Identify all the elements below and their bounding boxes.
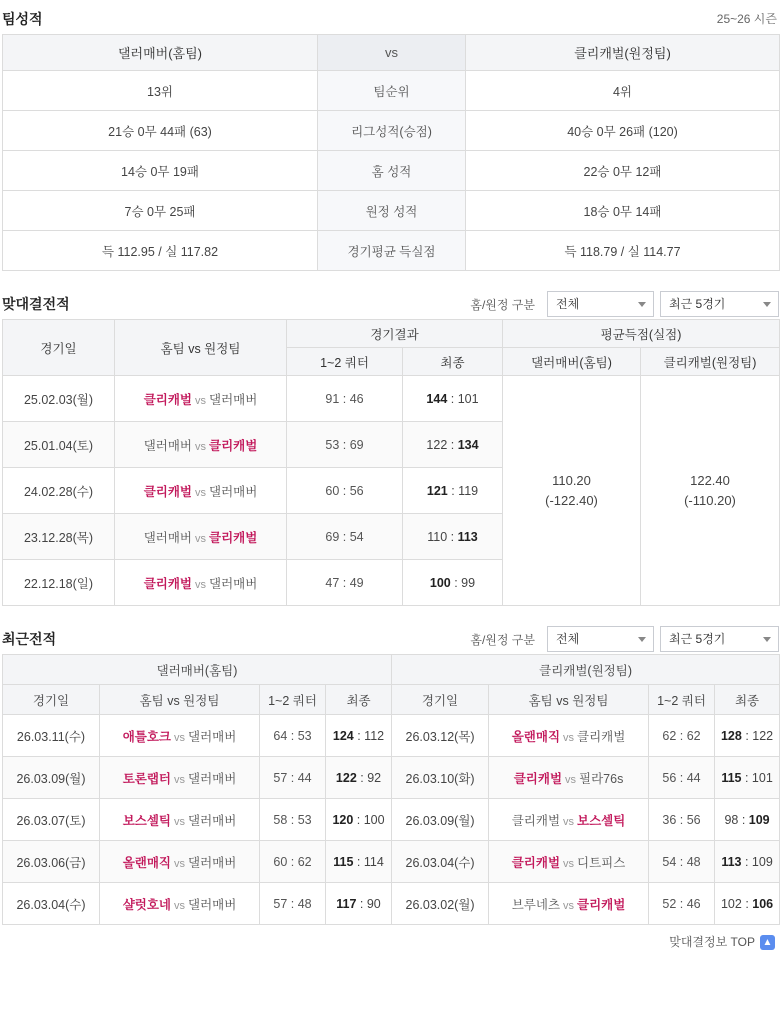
matchup-away-team: 보스셀틱 xyxy=(577,813,626,828)
vs-label: vs xyxy=(565,773,577,786)
recent-home-final-score xyxy=(326,883,392,925)
matchup-away-team: 댈러매버 xyxy=(188,771,237,786)
recent-away-date: 26.03.10(화) xyxy=(392,757,489,799)
vs-label: vs xyxy=(174,857,185,870)
recent-away-quarter-score: 54 : 48 xyxy=(649,841,715,883)
matchup-home-team: 클리캐벌 xyxy=(513,771,563,786)
recent-away-date: 26.03.12(목) xyxy=(392,715,489,757)
h2h-avg-away-value: 122.40 xyxy=(690,473,730,488)
footer xyxy=(2,925,779,959)
vs-label: vs xyxy=(563,857,575,870)
h2h-matchup xyxy=(115,560,287,606)
table-header-row xyxy=(3,35,780,71)
team-record-label: 원정 성적 xyxy=(318,191,466,231)
recent-scope-select[interactable] xyxy=(547,626,654,652)
recent-home-matchup xyxy=(100,883,260,925)
table-row xyxy=(3,376,780,422)
matchup-home-team: 올랜매직 xyxy=(122,855,171,870)
table-row xyxy=(3,151,780,191)
recent-away-quarter-score: 62 : 62 xyxy=(649,715,715,757)
recent-home-matchup xyxy=(100,841,260,883)
table-row xyxy=(3,757,780,799)
team-record-away-value: 4위 xyxy=(466,71,780,111)
vs-label: vs xyxy=(174,815,185,828)
vs-label: vs xyxy=(195,394,206,407)
h2h-matchup-header: 홈팀 vs 원정팀 xyxy=(115,320,287,376)
team-record-home-value: 13위 xyxy=(3,71,318,111)
recent-away-matchup xyxy=(489,799,649,841)
recent-home-date: 26.03.09(월) xyxy=(3,757,100,799)
team-record-away-value: 40승 0무 26패 (120) xyxy=(466,111,780,151)
recent-home-date: 26.03.06(금) xyxy=(3,841,100,883)
chevron-down-icon xyxy=(638,302,646,307)
h2h-filter-label: 홈/원정 구분 xyxy=(470,297,535,312)
vs-label: vs xyxy=(195,578,206,591)
matchup-away-team: 댈러매버 xyxy=(209,576,258,591)
h2h-quarter-score: 53 : 69 xyxy=(287,422,403,468)
recent-home-quarter-score: 60 : 62 xyxy=(260,841,326,883)
matchup-away-team: 댈러매버 xyxy=(209,484,258,499)
h2h-final-score xyxy=(403,468,503,514)
vs-label: vs xyxy=(195,440,206,453)
team-record-home-value: 21승 0무 44패 (63) xyxy=(3,111,318,151)
vs-label: vs xyxy=(174,899,185,912)
recent-home-matchup xyxy=(100,757,260,799)
final-score: 121 : 119 xyxy=(426,483,479,498)
recent-filters xyxy=(470,624,779,654)
h2h-date: 25.01.04(토) xyxy=(3,422,115,468)
vs-label: vs xyxy=(174,731,185,744)
team-record-vs-header: vs xyxy=(318,35,466,71)
h2h-header xyxy=(2,289,779,319)
vs-label: vs xyxy=(195,486,206,499)
recent-away-final-score xyxy=(715,799,780,841)
recent-title: 최근전적 xyxy=(2,631,57,647)
recent-home-quarter-score: 58 : 53 xyxy=(260,799,326,841)
recent-group-away: 클리캐벌(원정팀) xyxy=(392,655,780,685)
table-row xyxy=(3,111,780,151)
final-score: 115 : 101 xyxy=(721,770,773,785)
h2h-count-select[interactable] xyxy=(660,291,779,317)
table-row xyxy=(3,71,780,111)
h2h-final-score xyxy=(403,422,503,468)
table-row xyxy=(3,841,780,883)
h2h-date: 23.12.28(목) xyxy=(3,514,115,560)
back-to-top-label[interactable]: 맞대결정보 TOP xyxy=(669,935,755,949)
matchup-away-team: 클리캐벌 xyxy=(577,729,626,744)
recent-home-final-header: 최종 xyxy=(326,685,392,715)
chevron-down-icon xyxy=(638,637,646,642)
recent-home-quarter-score: 57 : 44 xyxy=(260,757,326,799)
recent-count-select[interactable] xyxy=(660,626,779,652)
table-row xyxy=(3,799,780,841)
matchup-home-team: 보스셀틱 xyxy=(122,813,171,828)
matchup-home-team: 올랜매직 xyxy=(511,729,561,744)
recent-home-final-score xyxy=(326,841,392,883)
matchup-home-team: 클리캐벌 xyxy=(511,813,561,828)
team-record-label: 경기평균 득실점 xyxy=(318,231,466,271)
table-row xyxy=(3,191,780,231)
matchup-away-team: 클리캐벌 xyxy=(577,897,626,912)
team-record-table xyxy=(2,34,780,271)
recent-scope-value: 전체 xyxy=(556,632,580,646)
recent-home-final-score xyxy=(326,799,392,841)
matchup-away-team: 댈러매버 xyxy=(188,813,237,828)
vs-label: vs xyxy=(174,773,185,786)
final-score: 100 : 99 xyxy=(429,575,476,590)
h2h-date: 25.02.03(월) xyxy=(3,376,115,422)
recent-home-date: 26.03.11(수) xyxy=(3,715,100,757)
final-score: 113 : 109 xyxy=(721,854,773,869)
team-record-label: 리그성적(승점) xyxy=(318,111,466,151)
h2h-date: 24.02.28(수) xyxy=(3,468,115,514)
team-record-header xyxy=(2,4,779,34)
recent-away-final-score xyxy=(715,841,780,883)
h2h-quarter-score: 91 : 46 xyxy=(287,376,403,422)
recent-away-date: 26.03.04(수) xyxy=(392,841,489,883)
recent-header xyxy=(2,624,779,654)
final-score: 124 : 112 xyxy=(332,728,385,743)
recent-away-final-header: 최종 xyxy=(715,685,780,715)
recent-home-date: 26.03.07(토) xyxy=(3,799,100,841)
chevron-down-icon xyxy=(763,637,771,642)
recent-home-quarter-score: 57 : 48 xyxy=(260,883,326,925)
recent-home-date: 26.03.04(수) xyxy=(3,883,100,925)
team-record-home-value: 14승 0무 19패 xyxy=(3,151,318,191)
recent-home-matchup xyxy=(100,799,260,841)
matchup-home-team: 댈러매버 xyxy=(143,438,192,453)
table-header-row xyxy=(3,320,780,348)
final-score: 144 : 101 xyxy=(426,391,479,406)
recent-away-date: 26.03.02(월) xyxy=(392,883,489,925)
team-record-away-value: 22승 0무 12패 xyxy=(466,151,780,191)
matchup-away-team: 댈러매버 xyxy=(209,392,258,407)
recent-away-matchup-header: 홈팀 vs 원정팀 xyxy=(489,685,649,715)
recent-away-quarter-score: 56 : 44 xyxy=(649,757,715,799)
team-record-home-value: 득 112.95 / 실 117.82 xyxy=(3,231,318,271)
team-record-home-header: 댈러매버(홈팀) xyxy=(3,35,318,71)
recent-home-matchup-header: 홈팀 vs 원정팀 xyxy=(100,685,260,715)
recent-away-matchup xyxy=(489,883,649,925)
h2h-avg-home-header: 댈러매버(홈팀) xyxy=(503,348,641,376)
vs-label: vs xyxy=(195,532,206,545)
h2h-table xyxy=(2,319,780,606)
recent-table xyxy=(2,654,780,925)
recent-group-home: 댈러매버(홈팀) xyxy=(3,655,392,685)
team-record-away-header: 클리캐벌(원정팀) xyxy=(466,35,780,71)
final-score: 110 : 113 xyxy=(427,529,478,544)
team-record-label: 홈 성적 xyxy=(318,151,466,191)
h2h-final-score xyxy=(403,514,503,560)
team-record-home-value: 7승 0무 25패 xyxy=(3,191,318,231)
recent-home-quarter-header: 1~2 쿼터 xyxy=(260,685,326,715)
h2h-avg-home-sub: (-122.40) xyxy=(545,492,598,508)
team-record-title: 팀성적 xyxy=(2,11,43,27)
final-score: 122 : 92 xyxy=(335,770,382,785)
final-score: 102 : 106 xyxy=(720,896,774,911)
final-score: 115 : 114 xyxy=(333,854,384,869)
recent-away-date: 26.03.09(월) xyxy=(392,799,489,841)
h2h-matchup xyxy=(115,468,287,514)
h2h-avg-away xyxy=(641,376,780,606)
h2h-date-header: 경기일 xyxy=(3,320,115,376)
h2h-quarter-score: 69 : 54 xyxy=(287,514,403,560)
h2h-date: 22.12.18(일) xyxy=(3,560,115,606)
arrow-up-icon[interactable]: ▲ xyxy=(760,935,775,950)
recent-away-final-score xyxy=(715,715,780,757)
recent-away-quarter-header: 1~2 쿼터 xyxy=(649,685,715,715)
matchup-home-team: 클리캐벌 xyxy=(143,576,192,591)
recent-away-quarter-score: 52 : 46 xyxy=(649,883,715,925)
h2h-avg-home xyxy=(503,376,641,606)
matchup-home-team: 클리캐벌 xyxy=(143,392,192,407)
team-record-away-value: 18승 0무 14패 xyxy=(466,191,780,231)
table-row xyxy=(3,715,780,757)
h2h-filters xyxy=(470,289,779,319)
final-score: 117 : 90 xyxy=(336,896,381,911)
matchup-away-team: 댈러매버 xyxy=(188,729,237,744)
matchup-away-team: 클리캐벌 xyxy=(209,438,258,453)
vs-label: vs xyxy=(563,815,575,828)
h2h-matchup xyxy=(115,514,287,560)
final-score: 122 : 134 xyxy=(426,437,479,452)
table-row xyxy=(3,883,780,925)
h2h-avg-header: 평균득점(실점) xyxy=(503,320,780,348)
h2h-avg-home-value: 110.20 xyxy=(552,473,591,488)
h2h-result-header: 경기결과 xyxy=(287,320,503,348)
h2h-count-value: 최근 5경기 xyxy=(669,297,726,311)
season-label: 25~26 시즌 xyxy=(716,12,777,26)
vs-label: vs xyxy=(563,731,575,744)
recent-away-matchup xyxy=(489,715,649,757)
h2h-quarter-header: 1~2 쿼터 xyxy=(287,348,403,376)
matchup-away-team: 디트피스 xyxy=(577,855,626,870)
matchup-home-team: 클리캐벌 xyxy=(511,855,561,870)
matchup-away-team: 댈러매버 xyxy=(188,855,237,870)
recent-home-date-header: 경기일 xyxy=(3,685,100,715)
matchup-home-team: 샬럿호네 xyxy=(122,897,171,912)
recent-away-final-score xyxy=(715,757,780,799)
recent-count-value: 최근 5경기 xyxy=(669,632,726,646)
recent-away-matchup xyxy=(489,841,649,883)
matchup-home-team: 댈러매버 xyxy=(143,530,192,545)
h2h-scope-value: 전체 xyxy=(556,297,580,311)
recent-home-matchup xyxy=(100,715,260,757)
h2h-avg-away-header: 클리캐벌(원정팀) xyxy=(641,348,780,376)
chevron-down-icon xyxy=(763,302,771,307)
matchup-away-team: 댈러매버 xyxy=(188,897,237,912)
matchup-away-team: 클리캐벌 xyxy=(209,530,258,545)
recent-away-date-header: 경기일 xyxy=(392,685,489,715)
recent-away-matchup xyxy=(489,757,649,799)
table-row xyxy=(3,231,780,271)
table-header-row xyxy=(3,655,780,685)
recent-away-final-score xyxy=(715,883,780,925)
recent-filter-label: 홈/원정 구분 xyxy=(470,632,535,647)
h2h-matchup xyxy=(115,422,287,468)
h2h-final-score xyxy=(403,376,503,422)
matchup-home-team: 클리캐벌 xyxy=(143,484,192,499)
matchup-home-team: 애틀호크 xyxy=(122,729,171,744)
recent-away-quarter-score: 36 : 56 xyxy=(649,799,715,841)
matchup-home-team: 토론랩터 xyxy=(122,771,171,786)
table-header-row xyxy=(3,685,780,715)
h2h-quarter-score: 60 : 56 xyxy=(287,468,403,514)
team-record-away-value: 득 118.79 / 실 114.77 xyxy=(466,231,780,271)
vs-label: vs xyxy=(563,899,575,912)
h2h-avg-away-sub: (-110.20) xyxy=(684,492,736,508)
h2h-matchup xyxy=(115,376,287,422)
recent-home-final-score xyxy=(326,715,392,757)
final-score: 120 : 100 xyxy=(332,812,385,827)
final-score: 98 : 109 xyxy=(724,812,770,827)
h2h-quarter-score: 47 : 49 xyxy=(287,560,403,606)
h2h-title: 맞대결전적 xyxy=(2,296,70,312)
matchup-away-team: 필라76s xyxy=(579,771,624,786)
final-score: 128 : 122 xyxy=(720,728,774,743)
matchup-home-team: 브루네츠 xyxy=(511,897,561,912)
h2h-final-score xyxy=(403,560,503,606)
recent-home-final-score xyxy=(326,757,392,799)
team-record-label: 팀순위 xyxy=(318,71,466,111)
recent-home-quarter-score: 64 : 53 xyxy=(260,715,326,757)
h2h-final-header: 최종 xyxy=(403,348,503,376)
h2h-scope-select[interactable] xyxy=(547,291,654,317)
